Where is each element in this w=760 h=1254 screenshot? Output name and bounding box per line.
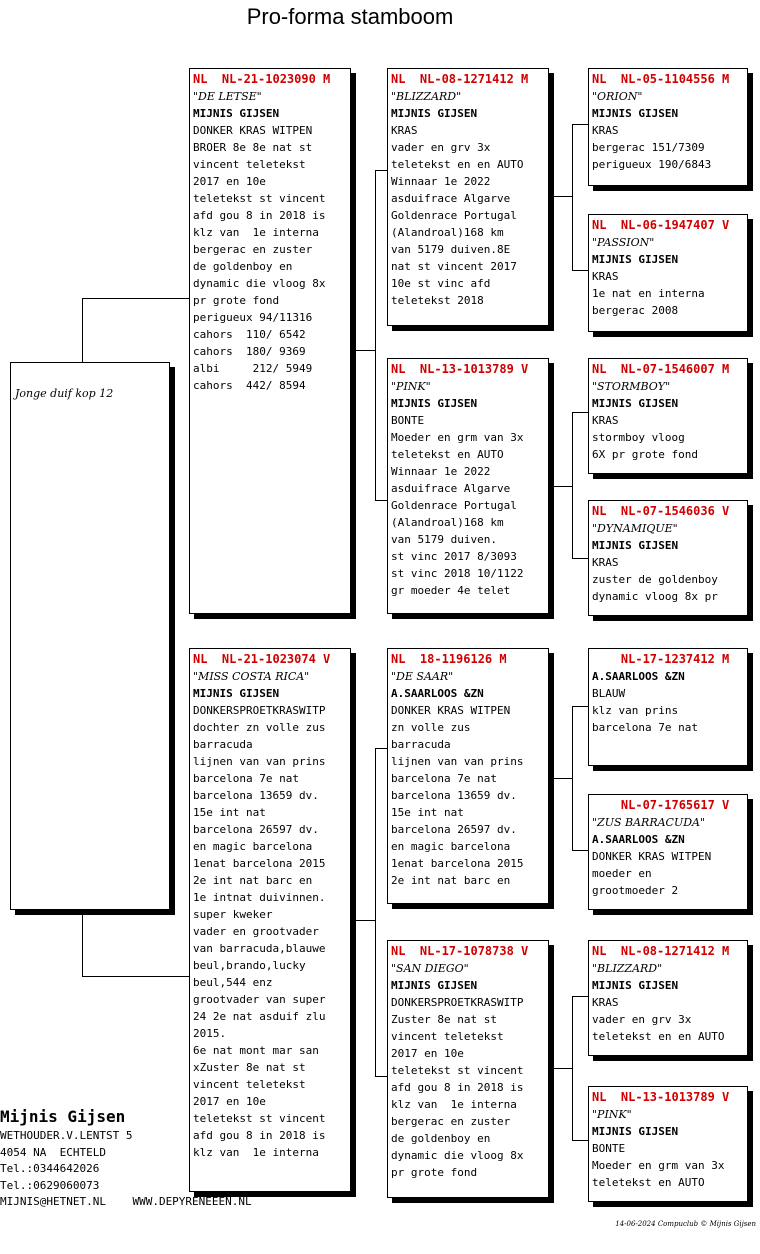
dam-dam-box [387, 940, 549, 1198]
pedigree-line: 15e int nat [193, 806, 266, 819]
pedigree-line: zuster de goldenboy [592, 573, 718, 586]
pedigree-line: cahors 180/ 9369 [193, 345, 306, 358]
pedigree-line: moeder en [592, 867, 652, 880]
pedigree-line: perigueux 94/11316 [193, 311, 313, 324]
pigeon-name: "DE SAAR" [391, 670, 454, 683]
pedigree-line: barracuda [391, 738, 451, 751]
pedigree-line: KRAS [391, 124, 418, 137]
pedigree-line: Goldenrace Portugal [391, 209, 517, 222]
ring-number: NL NL-21-1023074 V [193, 652, 331, 666]
pedigree-line: barcelona 7e nat [391, 772, 497, 785]
owner-name: A.SAARLOOS &ZN [391, 687, 484, 700]
connector [375, 170, 376, 500]
owner-name: A.SAARLOOS &ZN [592, 670, 685, 683]
pedigree-line: 6e nat mont mar san [193, 1044, 319, 1057]
owner-phone-1: Tel.:0344642026 [0, 1162, 100, 1175]
owner-name: Mijnis Gijsen [0, 1107, 126, 1126]
pigeon-name: "BLIZZARD" [391, 90, 462, 103]
pedigree-line: dynamic die vloog 8x [193, 277, 326, 290]
connector [375, 170, 387, 171]
pedigree-line: barcelona 13659 dv. [391, 789, 517, 802]
connector [554, 196, 572, 197]
owner-email-web: MIJNIS@HETNET.NL WWW.DEPYRENEEEN.NL [0, 1195, 252, 1208]
connector [572, 124, 573, 270]
owner-name: MIJNIS GIJSEN [193, 687, 280, 700]
pedigree-line: Zuster 8e nat st [391, 1013, 497, 1026]
pedigree-line: 1e intnat duivinnen. [193, 891, 326, 904]
pedigree-line: BROER 8e 8e nat st [193, 141, 313, 154]
pedigree-line: 2015. [193, 1027, 227, 1040]
pedigree-line: teletekst st vincent [193, 192, 326, 205]
owner-address: WETHOUDER.V.LENTST 5 [0, 1129, 133, 1142]
ssd-box [588, 214, 748, 332]
pedigree-line: 6X pr grote fond [592, 448, 698, 461]
ring-number: NL NL-21-1023090 M [193, 72, 331, 86]
pedigree-line: barcelona 26597 dv. [391, 823, 517, 836]
dds-box [588, 940, 748, 1056]
connector [572, 706, 588, 707]
pedigree-line: 2017 en 10e [391, 1047, 464, 1060]
pedigree-line: BONTE [391, 414, 425, 427]
pedigree-line: DONKER KRAS WITPEN [193, 124, 313, 137]
pedigree-line: grootmoeder 2 [592, 884, 679, 897]
owner-name: MIJNIS GIJSEN [391, 979, 478, 992]
pedigree-line: vincent teletekst [391, 1030, 504, 1043]
connector [554, 1068, 572, 1069]
owner-name: MIJNIS GIJSEN [592, 253, 679, 266]
pedigree-line: lijnen van van prins [193, 755, 326, 768]
pedigree-line: cahors 110/ 6542 [193, 328, 306, 341]
pedigree-line: (Alandroal)168 km [391, 516, 504, 529]
owner-name: MIJNIS GIJSEN [592, 539, 679, 552]
subject-label: Jonge duif kop 12 [15, 387, 114, 400]
connector [375, 748, 387, 749]
ring-number: NL NL-05-1104556 M [592, 72, 730, 86]
pedigree-line: vader en grootvader [193, 925, 319, 938]
pedigree-line: vader en grv 3x [592, 1013, 692, 1026]
pedigree-line: (Alandroal)168 km [391, 226, 504, 239]
pedigree-line: barcelona 7e nat [592, 721, 698, 734]
owner-name: MIJNIS GIJSEN [592, 107, 679, 120]
pedigree-line: bergerac 151/7309 [592, 141, 705, 154]
pedigree-line: 2017 en 10e [193, 175, 266, 188]
pedigree-line: st vinc 2017 8/3093 [391, 550, 517, 563]
pedigree-line: KRAS [592, 124, 619, 137]
pedigree-line: 2e int nat barc en [193, 874, 313, 887]
dam-sire-box [387, 648, 549, 904]
pedigree-line: van 5179 duiven. [391, 533, 497, 546]
pigeon-name: "BLIZZARD" [592, 962, 663, 975]
connector [82, 298, 190, 299]
pedigree-line: albi 212/ 5949 [193, 362, 313, 375]
pedigree-line: en magic barcelona [391, 840, 511, 853]
pigeon-name: "PINK" [391, 380, 431, 393]
sdd-box [588, 500, 748, 616]
pedigree-line: DONKER KRAS WITPEN [391, 704, 511, 717]
sire-dam-box [387, 358, 549, 614]
pedigree-line: beul,brando,lucky [193, 959, 306, 972]
owner-name: MIJNIS GIJSEN [193, 107, 280, 120]
pedigree-line: Goldenrace Portugal [391, 499, 517, 512]
connector [375, 748, 376, 1076]
ring-number: NL-17-1237412 M [592, 652, 730, 666]
pedigree-line: zn volle zus [391, 721, 471, 734]
pedigree-line: vincent teletekst [193, 1078, 306, 1091]
pedigree-line: dynamic vloog 8x pr [592, 590, 718, 603]
pigeon-name: "DYNAMIQUE" [592, 522, 678, 535]
pedigree-line: KRAS [592, 414, 619, 427]
connector [572, 996, 588, 997]
pedigree-line: afd gou 8 in 2018 is [391, 1081, 524, 1094]
ring-number: NL NL-08-1271412 M [391, 72, 529, 86]
pedigree-line: BLAUW [592, 687, 626, 700]
connector [375, 500, 387, 501]
pedigree-line: vincent teletekst [193, 158, 306, 171]
pedigree-line: 1enat barcelona 2015 [391, 857, 524, 870]
pedigree-line: 10e st vinc afd [391, 277, 491, 290]
pedigree-line: teletekst st vincent [193, 1112, 326, 1125]
pedigree-line: afd gou 8 in 2018 is [193, 209, 326, 222]
pedigree-line: Moeder en grm van 3x [391, 431, 524, 444]
pedigree-line: klz van prins [592, 704, 679, 717]
pedigree-line: barcelona 13659 dv. [193, 789, 319, 802]
pigeon-name: "PASSION" [592, 236, 655, 249]
ddd-box [588, 1086, 748, 1202]
pedigree-line: gr moeder 4e telet [391, 584, 511, 597]
pedigree-line: dochter zn volle zus [193, 721, 326, 734]
pigeon-name: "ORION" [592, 90, 643, 103]
page-title: Pro-forma stamboom [246, 4, 454, 29]
pedigree-line: klz van 1e interna [391, 1098, 517, 1111]
subject-box [10, 362, 170, 910]
pedigree-line: teletekst st vincent [391, 1064, 524, 1077]
connector [572, 706, 573, 850]
pedigree-line: 2017 en 10e [193, 1095, 266, 1108]
pigeon-name: "PINK" [592, 1108, 632, 1121]
connector [355, 920, 375, 921]
connector [572, 850, 588, 851]
connector [355, 350, 375, 351]
pigeon-name: "MISS COSTA RICA" [193, 670, 310, 683]
ring-number: NL 18-1196126 M [391, 652, 507, 666]
pedigree-line: afd gou 8 in 2018 is [193, 1129, 326, 1142]
owner-phone-2: Tel.:0629060073 [0, 1178, 100, 1192]
pedigree-line: Winnaar 1e 2022 [391, 465, 491, 478]
pigeon-name: "STORMBOY" [592, 380, 671, 393]
sire-sire-box [387, 68, 549, 326]
pigeon-name: "DE LETSE" [193, 90, 262, 103]
owner-name: MIJNIS GIJSEN [592, 1125, 679, 1138]
pedigree-line: Moeder en grm van 3x [592, 1159, 725, 1172]
owner-name: MIJNIS GIJSEN [592, 979, 679, 992]
pedigree-line: bergerac en zuster [193, 243, 313, 256]
pedigree-line: dynamic die vloog 8x [391, 1149, 524, 1162]
pedigree-line: barcelona 26597 dv. [193, 823, 319, 836]
pedigree-line: BONTE [592, 1142, 626, 1155]
pedigree-line: van barracuda,blauwe [193, 942, 326, 955]
print-stamp: 14-06-2024 Compuclub © Mijnis Gijsen [615, 1220, 756, 1228]
connector [572, 412, 573, 558]
ring-number: NL NL-13-1013789 V [592, 1090, 730, 1104]
pedigree-line: 1enat barcelona 2015 [193, 857, 326, 870]
pedigree-line: en magic barcelona [193, 840, 313, 853]
connector [82, 914, 83, 976]
pedigree-line: teletekst en en AUTO [592, 1030, 725, 1043]
pedigree-line: perigueux 190/6843 [592, 158, 712, 171]
owner-contact [0, 1106, 252, 1211]
connector [572, 558, 588, 559]
pigeon-name: "ZUS BARRACUDA" [592, 816, 706, 829]
pedigree-line: KRAS [592, 996, 619, 1009]
connector [572, 124, 588, 125]
pedigree-line: van 5179 duiven.8E [391, 243, 511, 256]
pedigree-line: stormboy vloog [592, 431, 685, 444]
pedigree-line: st vinc 2018 10/1122 [391, 567, 524, 580]
pedigree-line: 1e nat en interna [592, 287, 705, 300]
pedigree-line: asduifrace Algarve [391, 192, 511, 205]
pedigree-line: KRAS [592, 270, 619, 283]
pedigree-line: nat st vincent 2017 [391, 260, 517, 273]
pedigree-line: klz van 1e interna [193, 1146, 319, 1159]
ring-number: NL NL-13-1013789 V [391, 362, 529, 376]
pedigree-line: lijnen van van prins [391, 755, 524, 768]
connector [572, 996, 573, 1140]
ring-number: NL NL-17-1078738 V [391, 944, 529, 958]
connector [572, 270, 588, 271]
pedigree-line: teletekst en en AUTO [391, 158, 524, 171]
pedigree-line: teletekst en AUTO [391, 448, 504, 461]
owner-name: MIJNIS GIJSEN [391, 107, 478, 120]
pedigree-line: barcelona 7e nat [193, 772, 299, 785]
connector [572, 412, 588, 413]
owner-name: MIJNIS GIJSEN [592, 397, 679, 410]
pedigree-line: KRAS [592, 556, 619, 569]
pedigree-line: pr grote fond [193, 294, 280, 307]
pedigree-line: barracuda [193, 738, 253, 751]
pedigree-line: xZuster 8e nat st [193, 1061, 306, 1074]
connector [554, 778, 572, 779]
pedigree-line: teletekst 2018 [391, 294, 484, 307]
pedigree-line: beul,544 enz [193, 976, 273, 989]
pedigree-line: bergerac 2008 [592, 304, 679, 317]
owner-city: 4054 NA ECHTELD [0, 1145, 106, 1159]
sire-box [189, 68, 351, 614]
pedigree-line: de goldenboy en [193, 260, 293, 273]
ring-number: NL NL-06-1947407 V [592, 218, 730, 232]
pedigree-line: bergerac en zuster [391, 1115, 511, 1128]
pedigree-line: 15e int nat [391, 806, 464, 819]
ring-number: NL NL-07-1546007 M [592, 362, 730, 376]
pedigree-line: asduifrace Algarve [391, 482, 511, 495]
pigeon-name: "SAN DIEGO" [391, 962, 469, 975]
connector [572, 1140, 588, 1141]
pedigree-line: pr grote fond [391, 1166, 478, 1179]
ring-number: NL NL-08-1271412 M [592, 944, 730, 958]
owner-name: A.SAARLOOS &ZN [592, 833, 685, 846]
pedigree-line: DONKERSPROETKRASWITP [193, 704, 326, 717]
sds-box [588, 358, 748, 474]
pedigree-line: de goldenboy en [391, 1132, 491, 1145]
pedigree-line: grootvader van super [193, 993, 326, 1006]
connector [82, 976, 190, 977]
pedigree-line: 24 2e nat asduif zlu [193, 1010, 326, 1023]
pedigree-line: vader en grv 3x [391, 141, 491, 154]
pedigree-line: super kweker [193, 908, 273, 921]
connector [554, 486, 572, 487]
owner-name: MIJNIS GIJSEN [391, 397, 478, 410]
ring-number: NL-07-1765617 V [592, 798, 730, 812]
sss-box [588, 68, 748, 186]
dsd-box [588, 794, 748, 910]
pedigree-line: cahors 442/ 8594 [193, 379, 306, 392]
pedigree-line: DONKERSPROETKRASWITP [391, 996, 524, 1009]
pedigree-line: klz van 1e interna [193, 226, 319, 239]
dss-box [588, 648, 748, 766]
pedigree-line: teletekst en AUTO [592, 1176, 705, 1189]
connector [375, 1076, 387, 1077]
connector [82, 298, 83, 362]
pedigree-line: DONKER KRAS WITPEN [592, 850, 712, 863]
ring-number: NL NL-07-1546036 V [592, 504, 730, 518]
pedigree-line: Winnaar 1e 2022 [391, 175, 491, 188]
pedigree-line: 2e int nat barc en [391, 874, 511, 887]
